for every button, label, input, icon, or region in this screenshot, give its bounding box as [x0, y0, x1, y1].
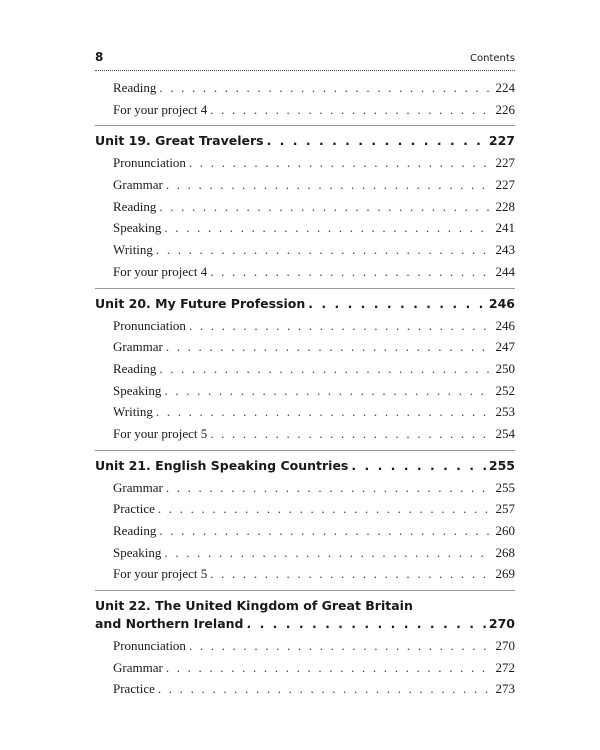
entry-page-number: 227 [495, 155, 515, 171]
entry-page-number: 253 [495, 404, 515, 420]
dot-leader [164, 542, 490, 564]
entry-page-number: 268 [495, 544, 515, 560]
entry-page-number: 227 [495, 177, 515, 193]
unit-title: Unit 21. English Speaking Countries [95, 457, 349, 473]
entry-label: Speaking [113, 544, 162, 560]
toc-entry[interactable] [95, 542, 515, 564]
entry-page-number: 228 [495, 198, 515, 214]
toc-entry[interactable] [95, 477, 515, 499]
dot-leader [164, 380, 490, 402]
dot-leader [159, 77, 490, 99]
toc-entry[interactable] [95, 239, 515, 261]
dot-leader [210, 563, 490, 585]
entry-label: Grammar [113, 479, 163, 495]
toc-entry[interactable] [95, 315, 515, 337]
unit-title: Unit 22. The United Kingdom of Great Britain [95, 598, 413, 614]
entry-page-number: 250 [495, 360, 515, 376]
entry-label: Speaking [113, 220, 162, 236]
dot-leader [267, 132, 486, 150]
entry-page-number: 226 [495, 101, 515, 117]
entry-page-number: 255 [495, 479, 515, 495]
dot-leader [166, 657, 490, 679]
running-head [95, 50, 515, 68]
toc-entry[interactable] [95, 657, 515, 679]
entry-label: Grammar [113, 659, 163, 675]
entry-label: Pronunciation [113, 155, 186, 171]
entry-page-number: 241 [495, 220, 515, 236]
entry-page-number: 244 [495, 263, 515, 279]
entry-page-number: 252 [495, 382, 515, 398]
unit-heading[interactable] [95, 457, 515, 475]
dot-leader [164, 217, 490, 239]
unit-heading[interactable] [95, 597, 515, 633]
entry-page-number: 224 [495, 80, 515, 95]
unit-divider [95, 450, 515, 451]
toc-entry[interactable] [95, 152, 515, 174]
unit-title-line [95, 457, 515, 475]
dot-leader [189, 635, 490, 657]
toc-entry[interactable] [95, 678, 515, 700]
dot-leader [166, 477, 490, 499]
entry-label: For your project 5 [113, 566, 208, 582]
entry-label: Practice [113, 501, 155, 517]
toc-entry[interactable] [95, 401, 515, 423]
entry-label: Grammar [113, 339, 163, 355]
section-title: Contents [470, 53, 515, 64]
entry-label: Reading [113, 198, 157, 214]
entry-label: For your project 4 [113, 263, 208, 279]
toc-entry[interactable] [95, 423, 515, 445]
toc-entry[interactable] [95, 358, 515, 380]
unit-title: Unit 20. My Future Profession [95, 295, 306, 311]
unit-heading[interactable] [95, 295, 515, 313]
unit-entries [95, 315, 515, 445]
dot-leader [159, 520, 490, 542]
unit-section [95, 125, 515, 282]
unit-page-number: 255 [488, 457, 515, 473]
unit-divider [95, 288, 515, 289]
dot-leader [351, 457, 486, 475]
dot-leader [159, 196, 490, 218]
toc-entry[interactable] [95, 380, 515, 402]
entry-label: For your project 4 [113, 101, 208, 117]
entry-page-number: 272 [495, 659, 515, 675]
unit-title-line [95, 615, 515, 633]
entry-label: Speaking [113, 382, 162, 398]
entry-label: Reading [113, 523, 157, 538]
unit-page-number: 246 [488, 295, 515, 311]
dot-leader [158, 498, 490, 520]
entry-page-number: 270 [495, 638, 515, 654]
entry-label: For your project 5 [113, 425, 208, 441]
dot-leader [159, 358, 490, 380]
unit-heading[interactable] [95, 132, 515, 150]
toc-entry[interactable] [95, 336, 515, 358]
entry-label: Writing [113, 242, 153, 258]
dot-leader [166, 336, 490, 358]
toc-entry[interactable] [95, 261, 515, 283]
unit-page-number: 227 [488, 133, 515, 149]
unit-title-line [95, 295, 515, 313]
entry-page-number: 273 [495, 681, 515, 697]
header-divider [95, 70, 515, 71]
dot-leader [156, 401, 490, 423]
toc-entry[interactable] [95, 563, 515, 585]
toc-entry[interactable] [95, 99, 515, 121]
toc-entry[interactable] [95, 217, 515, 239]
unit-section [95, 288, 515, 445]
unit-divider [95, 125, 515, 126]
dot-leader [158, 678, 490, 700]
entry-page-number: 243 [495, 242, 515, 258]
unit-page-number: 270 [488, 616, 515, 632]
unit-entries [95, 152, 515, 282]
toc-entry[interactable] [95, 635, 515, 657]
dot-leader [189, 315, 490, 337]
dot-leader [246, 615, 485, 633]
unit-title-line [95, 597, 515, 615]
toc-entry[interactable] [95, 196, 515, 218]
entry-label: Pronunciation [113, 317, 186, 333]
leading-entries [95, 77, 515, 120]
entry-page-number: 246 [495, 317, 515, 333]
entry-page-number: 257 [495, 501, 515, 517]
dot-leader [210, 99, 490, 121]
dot-leader [210, 261, 490, 283]
entry-page-number: 247 [495, 339, 515, 355]
unit-entries [95, 477, 515, 585]
entry-page-number: 269 [495, 566, 515, 582]
toc-page [95, 50, 515, 700]
entry-label: Reading [113, 360, 157, 376]
entry-label: Practice [113, 681, 155, 697]
entry-label: Grammar [113, 177, 163, 193]
page-number: 8 [95, 50, 104, 64]
dot-leader [308, 295, 486, 313]
dot-leader [166, 174, 490, 196]
unit-entries [95, 635, 515, 700]
dot-leader [189, 152, 490, 174]
entry-label: Writing [113, 404, 153, 420]
dot-leader [210, 423, 490, 445]
unit-title: and Northern Ireland [95, 616, 244, 632]
toc-entry[interactable] [95, 77, 515, 99]
entry-label: Reading [113, 80, 157, 95]
entry-page-number: 254 [495, 425, 515, 441]
unit-list [95, 125, 515, 700]
toc-entry[interactable] [95, 520, 515, 542]
toc-entry[interactable] [95, 174, 515, 196]
unit-title-line [95, 132, 515, 150]
unit-divider [95, 590, 515, 591]
unit-section [95, 590, 515, 700]
toc-entry[interactable] [95, 498, 515, 520]
entry-page-number: 260 [495, 523, 515, 538]
unit-title: Unit 19. Great Travelers [95, 133, 264, 149]
entry-label: Pronunciation [113, 638, 186, 654]
dot-leader [156, 239, 490, 261]
unit-section [95, 450, 515, 585]
